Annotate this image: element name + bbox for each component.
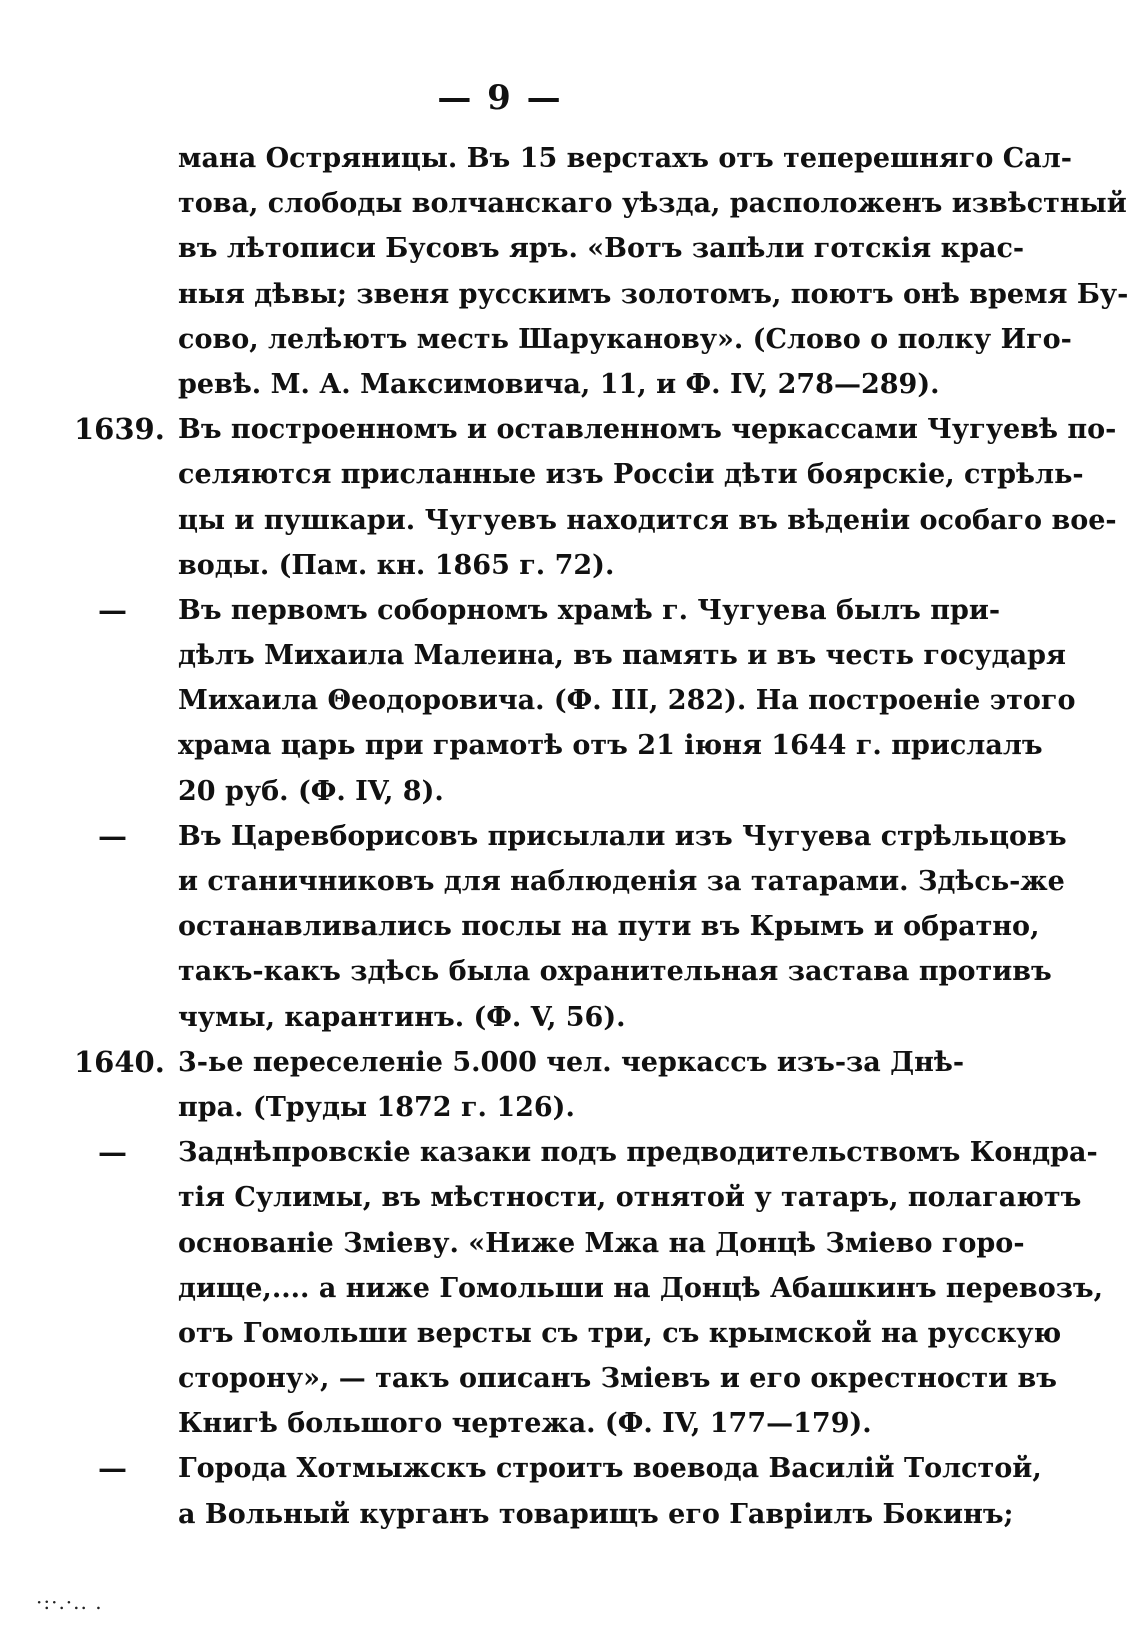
text-line: Въ Царевборисовъ присылали изъ Чугуева стрѣльцовъ [178, 820, 1067, 852]
text-line: това, слободы волчанскаго уѣзда, расположенъ извѣстный [178, 188, 1127, 220]
page-number: — 9 — [437, 78, 563, 118]
entry-text [178, 814, 1067, 1040]
text-line: воды. (Пам. кн. 1865 г. 72). [178, 549, 615, 581]
text-line: Въ построенномъ и оставленномъ черкассами Чугуевѣ по- [178, 414, 1117, 446]
entry-dash: — [98, 1451, 127, 1486]
chronicle-entry-continuation [0, 136, 1140, 407]
chronicle-entry-chuguev-church [0, 588, 1140, 814]
entry-dash: — [98, 592, 127, 627]
entry-dash: — [98, 1135, 127, 1170]
text-line: Книгѣ большого чертежа. (Ф. IV, 177—179). [178, 1408, 872, 1440]
text-line: селяются присланные изъ Россіи дѣти боярскіе, стрѣль- [178, 459, 1084, 491]
text-line: мана Остряницы. Въ 15 верстахъ отъ теперешняго Сал- [178, 143, 1072, 174]
entry-year: 1639. [74, 412, 165, 447]
text-line: дище,.... а ниже Гомольши на Донцѣ Абашкинъ перевозъ, [178, 1272, 1104, 1304]
text-line: основаніе Зміеву. «Ниже Мжа на Донцѣ Зміево горо- [178, 1227, 1025, 1259]
text-line: пра. (Труды 1872 г. 126). [178, 1091, 575, 1123]
text-line: ревѣ. М. А. Максимовича, 11, и Ф. IV, 278—289). [178, 368, 940, 400]
text-line: храма царь при грамотѣ отъ 21 іюня 1644 г. прислалъ [178, 730, 1043, 762]
entry-text [178, 1040, 965, 1130]
text-line: въ лѣтописи Бусовъ яръ. «Вотъ запѣли готскія крас- [178, 233, 1025, 265]
text-line: дѣлъ Михаила Малеина, въ память и въ честь государя [178, 640, 1066, 672]
text-line: такъ-какъ здѣсь была охранительная застава противъ [178, 956, 1052, 988]
chronicle-entry-zmiev [0, 1130, 1140, 1446]
text-line: Въ первомъ соборномъ храмѣ г. Чугуева былъ при- [178, 594, 1001, 626]
text-line: Города Хотмыжскъ строитъ воевода Василій Толстой, [178, 1453, 1042, 1485]
entry-dash: — [98, 818, 127, 853]
entry-text [178, 1446, 1042, 1536]
chronicle-entry-tsarevborisov [0, 814, 1140, 1040]
entry-text [178, 136, 1129, 407]
entry-text [178, 588, 1076, 814]
entry-year: 1640. [74, 1044, 165, 1079]
text-line: сово, лелѣютъ месть Шаруканову». (Слово о полку Иго- [178, 323, 1072, 355]
chronicle-entries [0, 136, 1140, 1537]
print-specks-decoration: ·:·.·.. . [36, 1590, 103, 1614]
chronicle-entry-1639 [0, 407, 1140, 588]
text-line: отъ Гомольши версты съ три, съ крымской на русскую [178, 1317, 1062, 1349]
entry-text [178, 1130, 1104, 1446]
text-line: цы и пушкари. Чугуевъ находится въ вѣденіи особаго вое- [178, 504, 1117, 536]
text-line: а Вольный курганъ товарищъ его Гавріилъ Бокинъ; [178, 1498, 1014, 1530]
text-line: Заднѣпровскіе казаки подъ предводительствомъ Кондра- [178, 1137, 1098, 1169]
text-line: Михаила Θеодоровича. (Ф. III, 282). На построеніе этого [178, 685, 1076, 717]
text-line: и станичниковъ для наблюденія за татарами. Здѣсь-же [178, 866, 1065, 897]
text-line: 20 руб. (Ф. IV, 8). [178, 775, 444, 807]
entry-text [178, 407, 1117, 588]
text-line: сторону», — такъ описанъ Зміевъ и его окрестности въ [178, 1363, 1057, 1395]
text-line: тія Сулимы, въ мѣстности, отнятой у татаръ, полагаютъ [178, 1182, 1082, 1214]
text-line: 3-ье переселеніе 5.000 чел. черкассъ изъ-за Днѣ- [178, 1046, 965, 1078]
chronicle-entry-khotmyzhsk [0, 1446, 1140, 1536]
chronicle-entry-1640 [0, 1040, 1140, 1130]
text-line: ныя дѣвы; звеня русскимъ золотомъ, поютъ онѣ время Бу- [178, 278, 1129, 310]
text-line: чумы, карантинъ. (Ф. V, 56). [178, 1001, 626, 1033]
text-line: останавливались послы на пути въ Крымъ и обратно, [178, 911, 1040, 943]
